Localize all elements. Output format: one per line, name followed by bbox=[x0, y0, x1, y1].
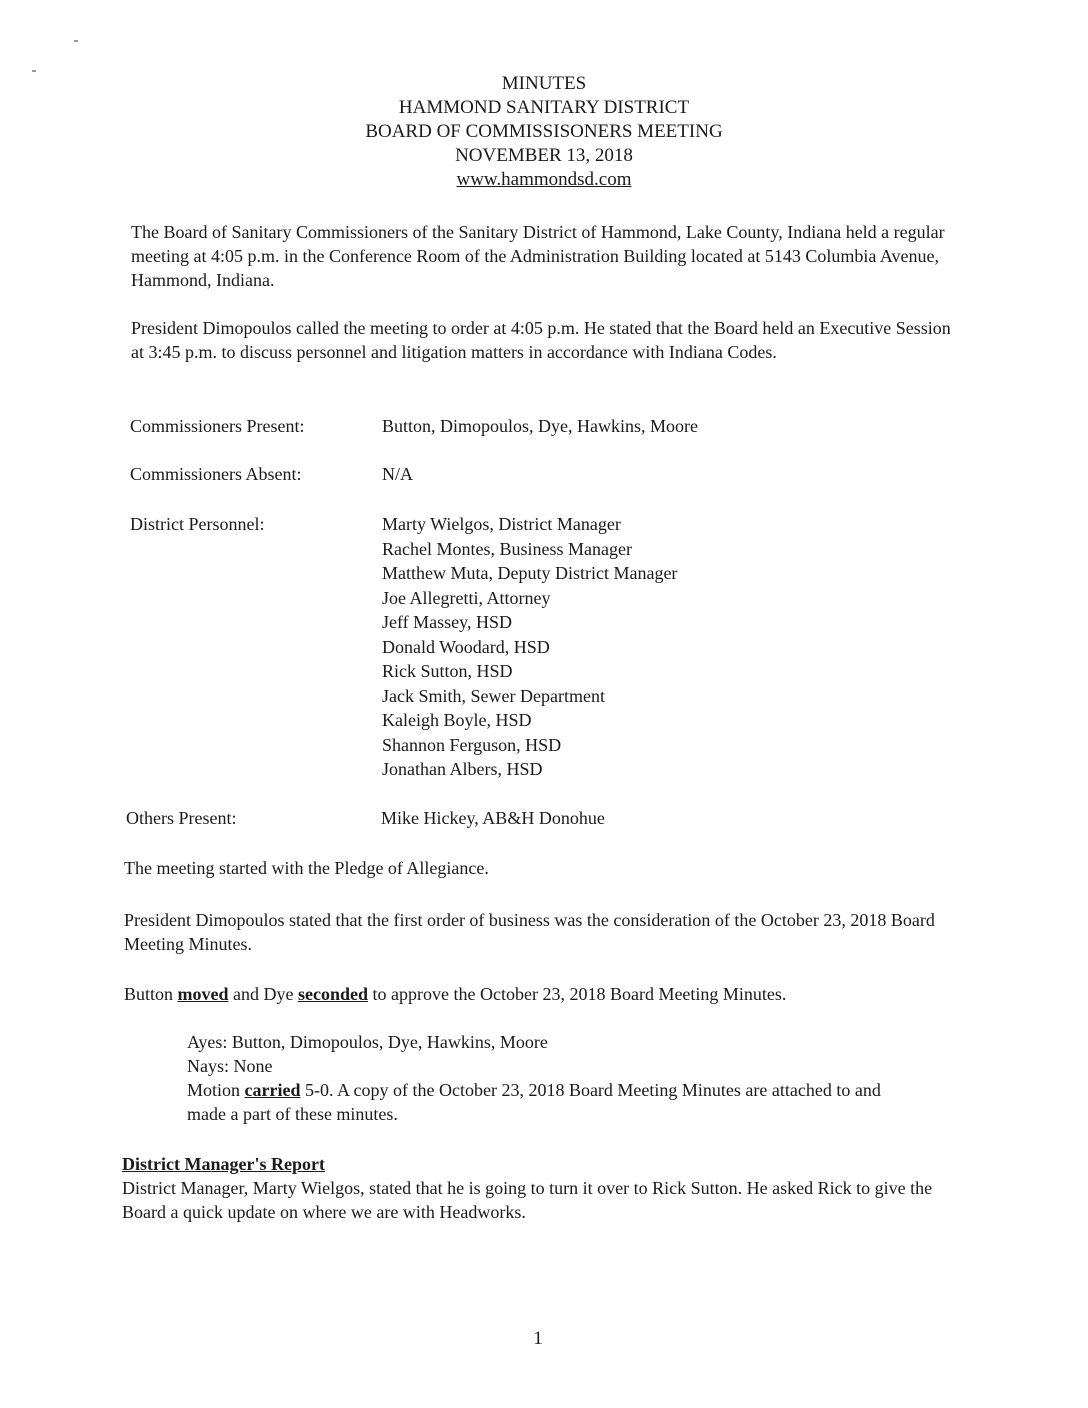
call-to-order-paragraph: President Dimopoulos called the meeting to order at 4:05 p.m. He stated that the Board held an Executive Session at 3:45 p.m. to discuss personnel and litigation matters in accordance with Indiana Codes. bbox=[131, 318, 951, 362]
district-personnel-label: District Personnel: bbox=[130, 514, 265, 534]
personnel-item: Rachel Montes, Business Manager bbox=[382, 538, 632, 559]
moved-keyword: moved bbox=[177, 984, 229, 1004]
personnel-item: Jeff Massey, HSD bbox=[382, 612, 512, 632]
others-present-label: Others Present: bbox=[126, 808, 237, 828]
header-title: MINUTES bbox=[501, 73, 587, 94]
vote-result bbox=[187, 1078, 907, 1126]
header-website-link[interactable]: www.hammondsd.com bbox=[456, 169, 632, 190]
commissioners-absent-label: Commissioners Absent: bbox=[130, 464, 302, 484]
motion-mover: Button bbox=[124, 984, 174, 1004]
commissioners-present-label: Commissioners Present: bbox=[130, 416, 305, 436]
others-present-value: Mike Hickey, AB&H Donohue bbox=[381, 808, 605, 828]
motion-seconder: and Dye bbox=[233, 984, 294, 1004]
vote-result-prefix: Motion bbox=[187, 1080, 241, 1100]
personnel-item: Kaleigh Boyle, HSD bbox=[382, 710, 532, 730]
intro-paragraph: The Board of Sanitary Commissioners of the Sanitary District of Hammond, Lake County, Indiana held a regular meeting at 4:05 p.m. in the Conference Room of the Administration Building located at 5143 Columbia Avenue, Hammond, Indiana. bbox=[131, 222, 945, 290]
commissioners-absent-value: N/A bbox=[382, 464, 413, 484]
motion-text: to approve the October 23, 2018 Board Meeting Minutes. bbox=[372, 984, 787, 1004]
vote-nays: Nays: None bbox=[187, 1056, 273, 1076]
managers-report-heading: District Manager's Report bbox=[122, 1154, 325, 1174]
motion-paragraph bbox=[124, 982, 954, 1006]
personnel-item: Matthew Muta, Deputy District Manager bbox=[382, 563, 678, 583]
commissioners-present-value: Button, Dimopoulos, Dye, Hawkins, Moore bbox=[382, 416, 698, 436]
vote-ayes: Ayes: Button, Dimopoulos, Dye, Hawkins, Moore bbox=[187, 1032, 548, 1052]
header-date: NOVEMBER 13, 2018 bbox=[455, 145, 633, 166]
header-meeting-type: BOARD OF COMMISSISONERS MEETING bbox=[365, 121, 723, 142]
personnel-item: Joe Allegretti, Attorney bbox=[382, 587, 551, 608]
seconded-keyword: seconded bbox=[298, 984, 369, 1004]
managers-report-paragraph: District Manager, Marty Wielgos, stated that he is going to turn it over to Rick Sutton. He asked Rick to give the Board a quick update on where we are with Headworks. bbox=[122, 1178, 933, 1222]
pledge-paragraph: The meeting started with the Pledge of Allegiance. bbox=[124, 858, 489, 878]
page-number: 1 bbox=[533, 1328, 543, 1349]
personnel-item: Jonathan Albers, HSD bbox=[382, 759, 543, 779]
personnel-item: Jack Smith, Sewer Department bbox=[382, 685, 605, 706]
document-header bbox=[0, 72, 1088, 192]
carried-keyword: carried bbox=[244, 1080, 301, 1100]
header-organization: HAMMOND SANITARY DISTRICT bbox=[398, 97, 690, 118]
personnel-item: Donald Woodard, HSD bbox=[382, 636, 550, 657]
first-order-paragraph: President Dimopoulos stated that the first order of business was the consideration of the October 23, 2018 Board Meeting Minutes. bbox=[124, 910, 935, 954]
personnel-item: Shannon Ferguson, HSD bbox=[382, 734, 562, 755]
district-personnel-list bbox=[382, 512, 677, 782]
personnel-item: Marty Wielgos, District Manager bbox=[382, 514, 621, 534]
vote-result-text: 5-0. A copy of the October 23, 2018 Board Meeting Minutes are attached to and made a part of these minutes. bbox=[187, 1080, 881, 1124]
personnel-item: Rick Sutton, HSD bbox=[382, 661, 513, 681]
